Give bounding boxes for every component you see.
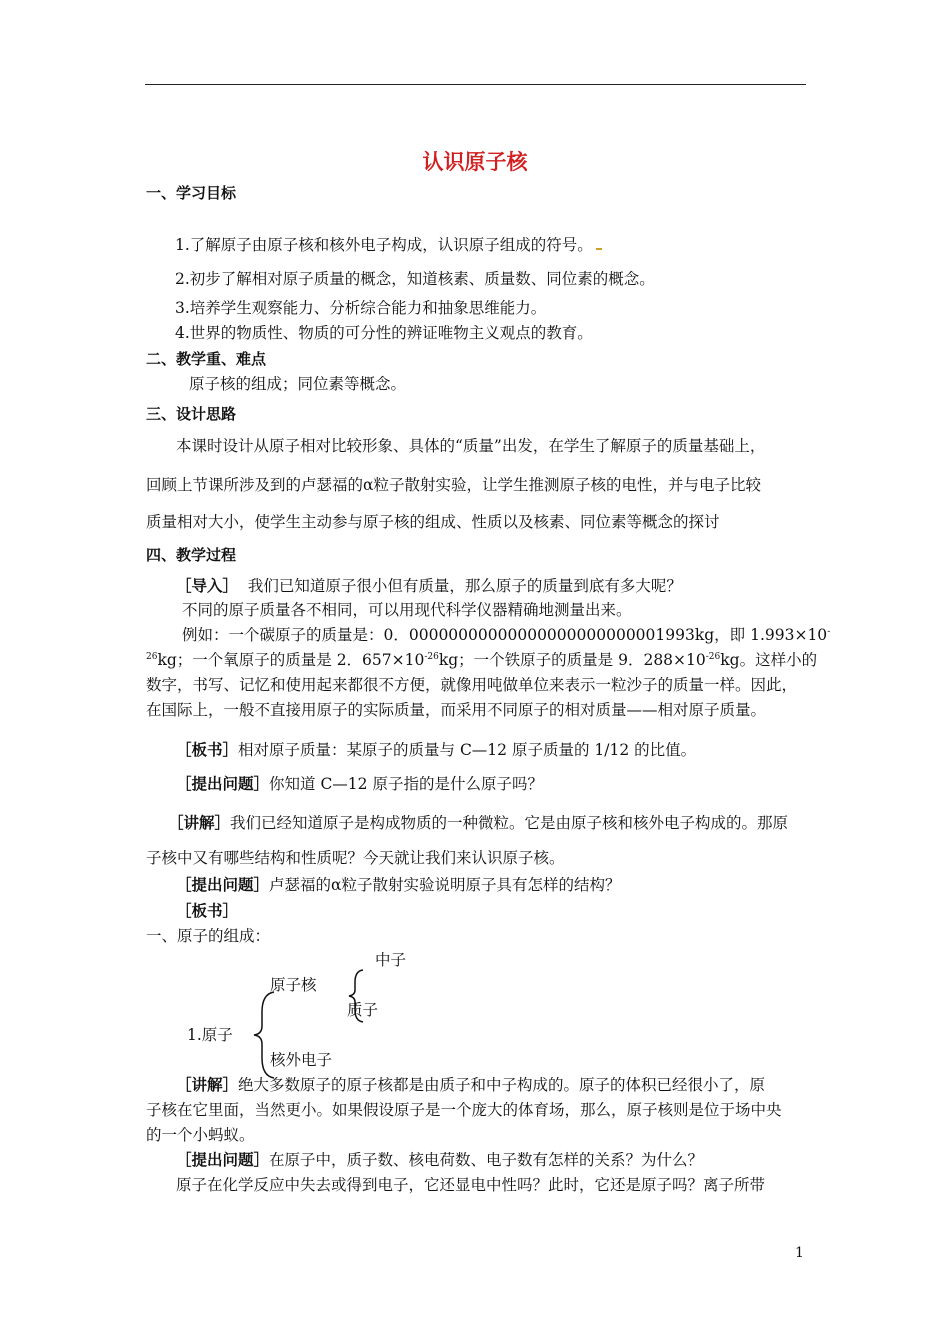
explanation: ［讲解］我们已经知道原子是构成物质的一种微粒。它是由原子核和核外电子构成的。那原 [168, 814, 789, 832]
paragraph-line: 例如：一个碳原子的质量是：0．00000000000000000000000001993kg，即 1.993×10- [182, 626, 831, 644]
goal-item: 4.世界的物质性、物质的可分性的辨证唯物主义观点的教育。 [175, 324, 593, 342]
intro-tag: ［导入］ [176, 577, 239, 595]
page-number: 1 [795, 1245, 804, 1261]
section-heading-design: 三、设计思路 [146, 405, 237, 423]
explanation-tag: ［讲解］ [168, 814, 231, 832]
question-tag: ［提出问题］ [176, 876, 270, 894]
goal-item: 1.了解原子由原子核和核外电子构成，认识原子组成的符号。 [175, 235, 602, 255]
design-paragraph-line: 质量相对大小，使学生主动参与原子核的组成、性质以及核素、同位素等概念的探讨 [146, 513, 720, 531]
diagram-neutron: 中子 [375, 951, 407, 969]
board-tag: ［板书］ [176, 902, 239, 920]
explanation: ［讲解］绝大多数原子的原子核都是由质子和中子构成的。原子的体积已经很小了，原 [176, 1076, 766, 1094]
diagram-proton: 质子 [347, 1001, 379, 1019]
question: ［提出问题］卢瑟福的α粒子散射实验说明原子具有怎样的结构？ [176, 876, 621, 894]
diagram-electron: 核外电子 [270, 1051, 333, 1069]
page-title: 认识原子核 [422, 150, 528, 174]
diagram-atom: 1.原子 [187, 1026, 233, 1044]
paragraph-line: $^{26}$kg；一个氧原子的质量是 2．$657\times 10^{-26}kg$；一个铁原子的质量是 9．$288\times 10^{-26}kg$。这样小的 [146, 651, 818, 669]
section-heading-key-points: 二、教学重、难点 [146, 350, 267, 368]
design-paragraph-line: 回顾上节课所涉及到的卢瑟福的α粒子散射实验，让学生推测原子核的电性，并与电子比较 [146, 476, 761, 494]
brace-nucleus-icon [345, 968, 369, 1024]
paragraph-line: 的一个小蚂蚁。 [146, 1126, 255, 1144]
edit-mark-icon [596, 242, 602, 250]
paragraph-line: 子核中又有哪些结构和性质呢？今天就让我们来认识原子核。 [146, 849, 565, 867]
paragraph-line: 在国际上，一般不直接用原子的实际质量，而采用不同原子的相对质量——相对原子质量。 [146, 701, 767, 719]
goal-item: 3.培养学生观察能力、分析综合能力和抽象思维能力。 [175, 299, 547, 317]
question: ［提出问题］你知道 C—12 原子指的是什么原子吗？ [176, 775, 543, 793]
header-rule [145, 84, 806, 85]
board-tag: ［板书］ [176, 741, 239, 759]
board-note: ［板书］相对原子质量：某原子的质量与 C—12 原子质量的 1/12 的比值。 [176, 741, 697, 759]
intro-paragraph: ［导入］ 我们已知道原子很小但有质量，那么原子的质量到底有多大呢？ [176, 577, 682, 595]
explanation-tag: ［讲解］ [176, 1076, 239, 1094]
board-heading: 一、原子的组成： [146, 927, 271, 945]
question-tag: ［提出问题］ [176, 775, 270, 793]
paragraph-line: 原子在化学反应中失去或得到电子，它还显电中性吗？此时，它还是原子吗？离子所带 [176, 1176, 766, 1194]
goal-item: 2.初步了解相对原子质量的概念，知道核素、质量数、同位素的概念。 [175, 270, 655, 288]
design-paragraph-line: 本课时设计从原子相对比较形象、具体的“质量”出发，在学生了解原子的质量基础上， [176, 437, 766, 455]
question: ［提出问题］在原子中，质子数、核电荷数、电子数有怎样的关系？为什么？ [176, 1151, 704, 1169]
paragraph-line: 子核在它里面，当然更小。如果假设原子是一个庞大的体育场，那么，原子核则是位于场中央 [146, 1101, 782, 1119]
question-tag: ［提出问题］ [176, 1151, 270, 1169]
paragraph-line: 数字，书写、记忆和使用起来都很不方便，就像用吨做单位来表示一粒沙子的质量一样。因此， [146, 676, 798, 694]
paragraph-line: 不同的原子质量各不相同，可以用现代科学仪器精确地测量出来。 [182, 601, 632, 619]
section-heading-goals: 一、学习目标 [146, 184, 237, 202]
key-points-text: 原子核的组成；同位素等概念。 [189, 375, 407, 393]
section-heading-process: 四、教学过程 [146, 546, 237, 564]
brace-atom-icon [250, 990, 280, 1080]
diagram-nucleus: 原子核 [270, 976, 317, 994]
